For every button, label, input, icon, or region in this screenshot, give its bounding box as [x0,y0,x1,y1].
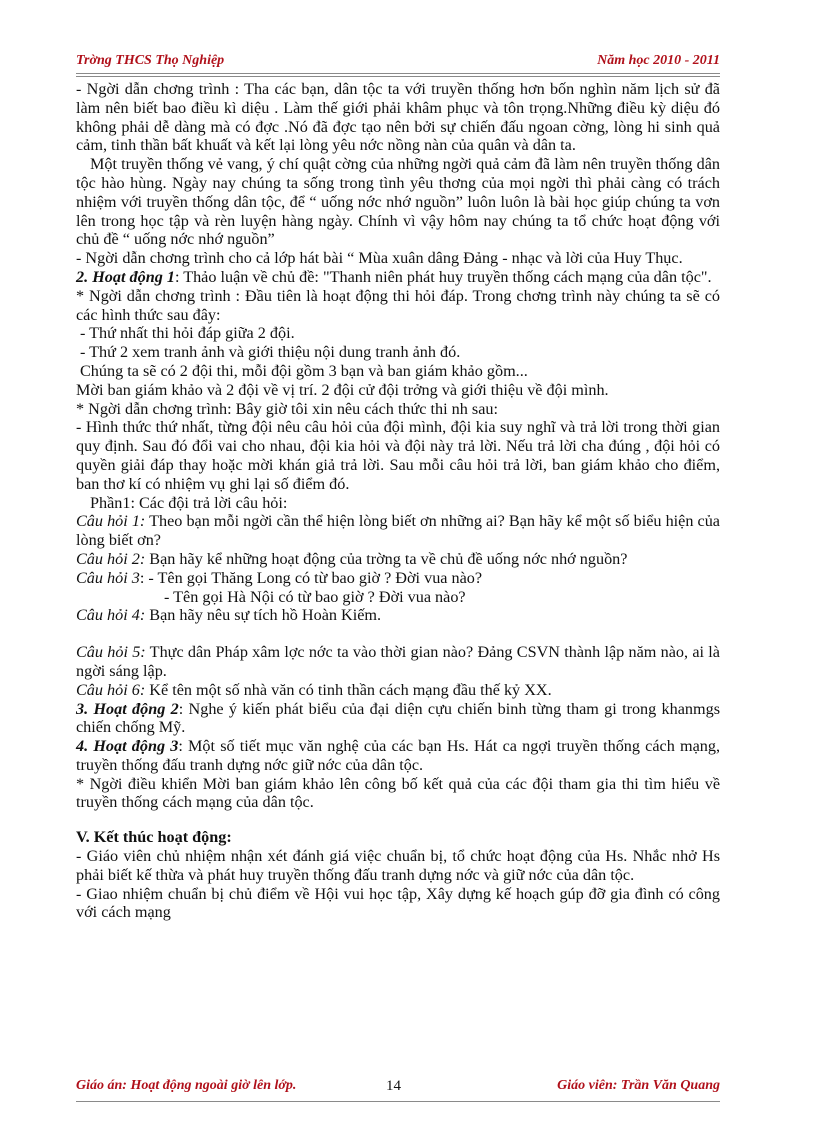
question-label: Câu hỏi 5: [76,643,146,662]
question-label: Câu hỏi 6: [76,680,146,699]
spacer [76,625,720,643]
activity-text: : Nghe ý kiến phát biểu của đại diện cựu chiến binh từng tham gi trong khanmgs chiến chống Mỹ. [76,699,721,737]
page-number: 14 [386,1078,401,1094]
question-text: Bạn hãy kể những hoạt động của trờng ta về chủ đề uống nớc nhớ nguồn? [145,549,628,568]
question-5 [76,643,720,681]
question-label: Câu hỏi 1: [76,512,146,531]
question-text: Thực dân Pháp xâm lợc nớc ta vào thời gian nào? Đảng CSVN thành lập năm nào, ai là ngời sáng lập. [76,643,720,680]
paragraph: * Ngời dẫn chơng trình: Bây giờ tôi xin nêu cách thức thi nh sau: [76,399,498,418]
question-4 [76,606,720,625]
header-rule [76,73,720,77]
activity-heading: 2. Hoạt động 1 [76,267,175,286]
document-body [76,80,720,922]
question-text: Kể tên một số nhà văn có tinh thần cách mạng đầu thế kỷ XX. [145,680,552,699]
paragraph: * Ngời dẫn chơng trình : Đầu tiên là hoạt động thi hỏi đáp. Trong chơng trình này chúng ta sẽ có các hình thức sau đây: [76,286,720,324]
activity-text: : Thảo luận về chủ đề: "Thanh niên phát huy truyền thống cách mạng của dân tộc". [174,267,712,286]
paragraph: * Ngời điều khiển Mời ban giám khảo lên công bố kết quả của các đội tham gia thi tìm hiểu về truyền thống cách mạng của dân tộc. [76,774,720,812]
question-text: Theo bạn mỗi ngời cần thể hiện lòng biết ơn những ai? Bạn hãy kể một số biểu hiện của lòng biết ơn? [76,512,720,550]
page-footer [76,1078,720,1098]
footer-lesson-plan: Giáo án: Hoạt động ngoài giờ lên lớp. [76,1078,297,1093]
activity-heading: 3. Hoạt động 2 [76,699,179,718]
paragraph: Chúng ta sẽ có 2 đội thi, mỗi đội gồm 3 bạn và ban giám khảo gồm... [80,361,528,380]
activity-1 [76,268,720,287]
section-heading: V. Kết thúc hoạt động: [76,828,232,847]
paragraph: - Giao nhiệm chuẩn bị chủ điểm về Hội vui học tập, Xây dựng kế hoạch gúp đỡ gia đình có công với cách mạng [76,884,720,922]
activity-2 [76,700,720,738]
footer-teacher: Giáo viên: Trần Văn Quang [557,1078,720,1093]
question-label: Câu hỏi 4: [76,606,146,625]
question-1 [76,512,720,550]
question-2 [76,550,720,569]
paragraph: - Ngời dẫn chơng trình : Tha các bạn, dân tộc ta với truyền thống hơn bốn nghìn năm lịch sử đã làm nên biết bao điều kì diệu . Làm thế giới phải khâm phục và tôn trọng.Những điều kỳ diệu đó không phải dễ dàng mà có đợc .Nó đã đợc tạo nên bởi sự chiến đấu ngoan cờng, lòng hi sinh quả cảm, tinh thần bất khuất và kết lại lòng yêu nớc nồng nàn của quân và dân ta. [76,80,720,155]
spacer [76,812,720,828]
paragraph: - Giáo viên chủ nhiệm nhận xét đánh giá việc chuẩn bị, tổ chức hoạt động của Hs. Nhắc nhở Hs phải biết kế thừa và phát huy truyền thống đấu tranh dựng nớc và giữ nớc của dân tộc. [76,847,720,884]
question-text: Bạn hãy nêu sự tích hồ Hoàn Kiếm. [145,606,382,625]
activity-3 [76,737,720,775]
activity-text: : Một số tiết mục văn nghệ của các bạn Hs. Hát ca ngợi truyền thống cách mạng, truyền thống đấu tranh dựng nớc giữ nớc của dân tộc. [76,737,720,774]
list-item: - Thứ 2 xem tranh ảnh và giới thiệu nội dung tranh ảnh đó. [80,343,461,362]
question-text: - Tên gọi Hà Nội có từ bao giờ ? Đời vua nào? [164,587,466,606]
question-3 [76,569,720,588]
question-text: : - Tên gọi Thăng Long có từ bao giờ ? Đời vua nào? [139,568,483,587]
question-label: Câu hỏi 2: [76,549,146,568]
question-6 [76,681,720,700]
paragraph: Một truyền thống vẻ vang, ý chí quật cờng của những ngời quả cảm đã làm nên truyền thống dân tộc hào hùng. Ngày nay chúng ta sống trong tình yêu thơng của mọi ngời thì phải càng có trách nhiệm với truyền thống dân tộc, để “ uống nớc nhớ nguồn” luôn luôn là bài học giúp chúng ta vơn lên trong học tập và rèn luyện hàng ngày. Chính vì vậy hôm nay chúng ta tổ chức hoạt động với chủ đề “ uống nớc nhớ nguồn” [76,155,720,249]
question-label: Câu hỏi 3 [76,568,140,587]
paragraph: - Hình thức thứ nhất, từng đội nêu câu hỏi của đội mình, đội kia suy nghĩ và trả lời trong thời gian quy định. Sau đó đổi vai cho nhau, đội kia hỏi và đội này trả lời. Nếu trả lời cha đúng , đội hỏi có quyền giải đáp thay hoặc mời khán giả trả lời. Sau mỗi câu hỏi trả lời, ban giám khảo cho điểm, ban thơ kí có nhiệm vụ ghi lại số điểm đó. [76,418,720,493]
header-school-year: Năm học 2010 - 2011 [597,53,720,68]
footer-rule [76,1101,720,1102]
paragraph: Phần1: Các đội trả lời câu hỏi: [90,493,288,512]
activity-heading: 4. Hoạt động 3 [76,737,179,756]
paragraph: - Ngời dẫn chơng trình cho cả lớp hát bài “ Mùa xuân dâng Đảng - nhạc và lời của Huy Thục. [76,249,683,268]
header-school: Trờng THCS Thọ Nghiệp [76,53,225,68]
list-item: - Thứ nhất thi hỏi đáp giữa 2 đội. [80,324,295,343]
paragraph: Mời ban giám khảo và 2 đội về vị trí. 2 đội cử đội trởng và giới thiệu về đội mình. [76,380,609,399]
